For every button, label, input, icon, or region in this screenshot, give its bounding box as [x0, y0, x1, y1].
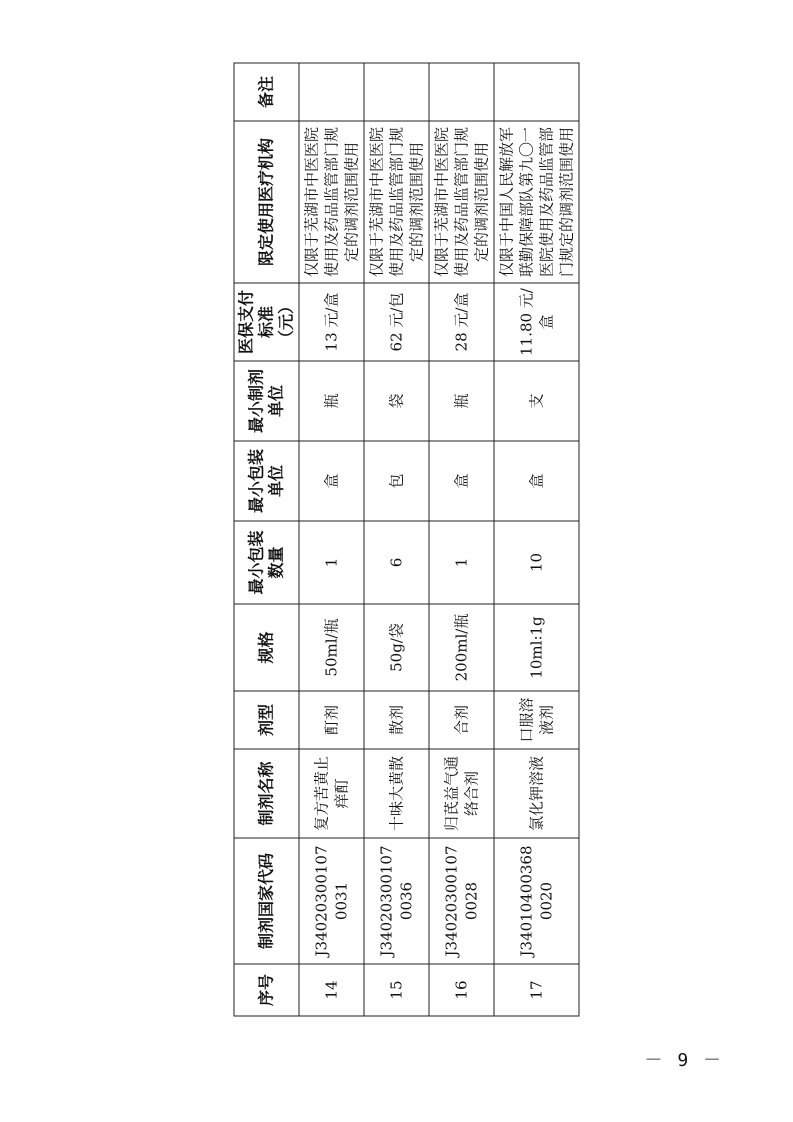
cell-min-pack-unit: 盒	[299, 441, 364, 521]
header-seq: 序号	[234, 964, 299, 1016]
table-row	[429, 63, 494, 1016]
header-min-pack-qty: 最小包装数量	[234, 521, 299, 604]
cell-min-pack-unit: 包	[364, 441, 429, 521]
cell-institution: 仅限于芜湖市中医医院使用及药品监管部门规定的调剂范围使用	[364, 121, 429, 283]
cell-form: 口服溶液剂	[494, 691, 579, 749]
header-min-pack-unit: 最小包装单位	[234, 441, 299, 521]
cell-min-pack-qty: 1	[429, 521, 494, 604]
cell-min-pack-qty: 10	[494, 521, 579, 604]
cell-code: J34020300107 0031	[299, 838, 364, 964]
header-form: 剂型	[234, 691, 299, 749]
cell-seq: 16	[429, 964, 494, 1016]
cell-remark	[299, 63, 364, 121]
cell-form: 散剂	[364, 691, 429, 749]
cell-remark	[429, 63, 494, 121]
cell-min-pack-unit: 盒	[429, 441, 494, 521]
cell-spec: 10ml:1g	[494, 604, 579, 691]
preparation-table	[233, 63, 579, 1017]
cell-seq: 14	[299, 964, 364, 1016]
cell-min-pack-unit: 盒	[494, 441, 579, 521]
cell-min-prep-unit: 瓶	[429, 361, 494, 441]
header-name: 制剂名称	[234, 749, 299, 838]
cell-spec: 200ml/瓶	[429, 604, 494, 691]
cell-pay-std: 13 元/盒	[299, 283, 364, 361]
header-pay-std: 医保支付标准（元）	[234, 283, 299, 361]
cell-code: J34010400368 0020	[494, 838, 579, 964]
page-number: － 9 －	[644, 1050, 723, 1071]
cell-min-prep-unit: 瓶	[299, 361, 364, 441]
cell-remark	[364, 63, 429, 121]
cell-spec: 50g/袋	[364, 604, 429, 691]
cell-remark	[494, 63, 579, 121]
cell-min-pack-qty: 1	[299, 521, 364, 604]
cell-seq: 17	[494, 964, 579, 1016]
cell-pay-std: 28 元/盒	[429, 283, 494, 361]
header-min-prep-unit: 最小制剂单位	[234, 361, 299, 441]
table-header-row	[234, 63, 299, 1016]
cell-name: 十味大黄散	[364, 749, 429, 838]
cell-name: 氯化钾溶液	[494, 749, 579, 838]
header-institution: 限定使用医疗机构	[234, 121, 299, 283]
cell-pay-std: 62 元/包	[364, 283, 429, 361]
cell-institution: 仅限于中国人民解放军联勤保障部队第九〇一医院使用及药品监管部门规定的调剂范围使用	[494, 121, 579, 283]
cell-code: J34020300107 0036	[364, 838, 429, 964]
cell-min-prep-unit: 袋	[364, 361, 429, 441]
cell-institution: 仅限于芜湖市中医医院使用及药品监管部门规定的调剂范围使用	[429, 121, 494, 283]
header-spec: 规格	[234, 604, 299, 691]
table-row	[364, 63, 429, 1016]
rotated-table-wrapper	[233, 76, 575, 1017]
table-row	[494, 63, 579, 1016]
cell-name: 归芪益气通络合剂	[429, 749, 494, 838]
cell-form: 酊剂	[299, 691, 364, 749]
cell-pay-std: 11.80 元/盒	[494, 283, 579, 361]
cell-name: 复方苦黄止痒酊	[299, 749, 364, 838]
cell-min-pack-qty: 6	[364, 521, 429, 604]
cell-institution: 仅限于芜湖市中医医院使用及药品监管部门规定的调剂范围使用	[299, 121, 364, 283]
header-remark: 备注	[234, 63, 299, 121]
cell-form: 合剂	[429, 691, 494, 749]
cell-spec: 50ml/瓶	[299, 604, 364, 691]
cell-seq: 15	[364, 964, 429, 1016]
header-code: 制剂国家代码	[234, 838, 299, 964]
cell-min-prep-unit: 支	[494, 361, 579, 441]
table-row	[299, 63, 364, 1016]
cell-code: J34020300107 0028	[429, 838, 494, 964]
